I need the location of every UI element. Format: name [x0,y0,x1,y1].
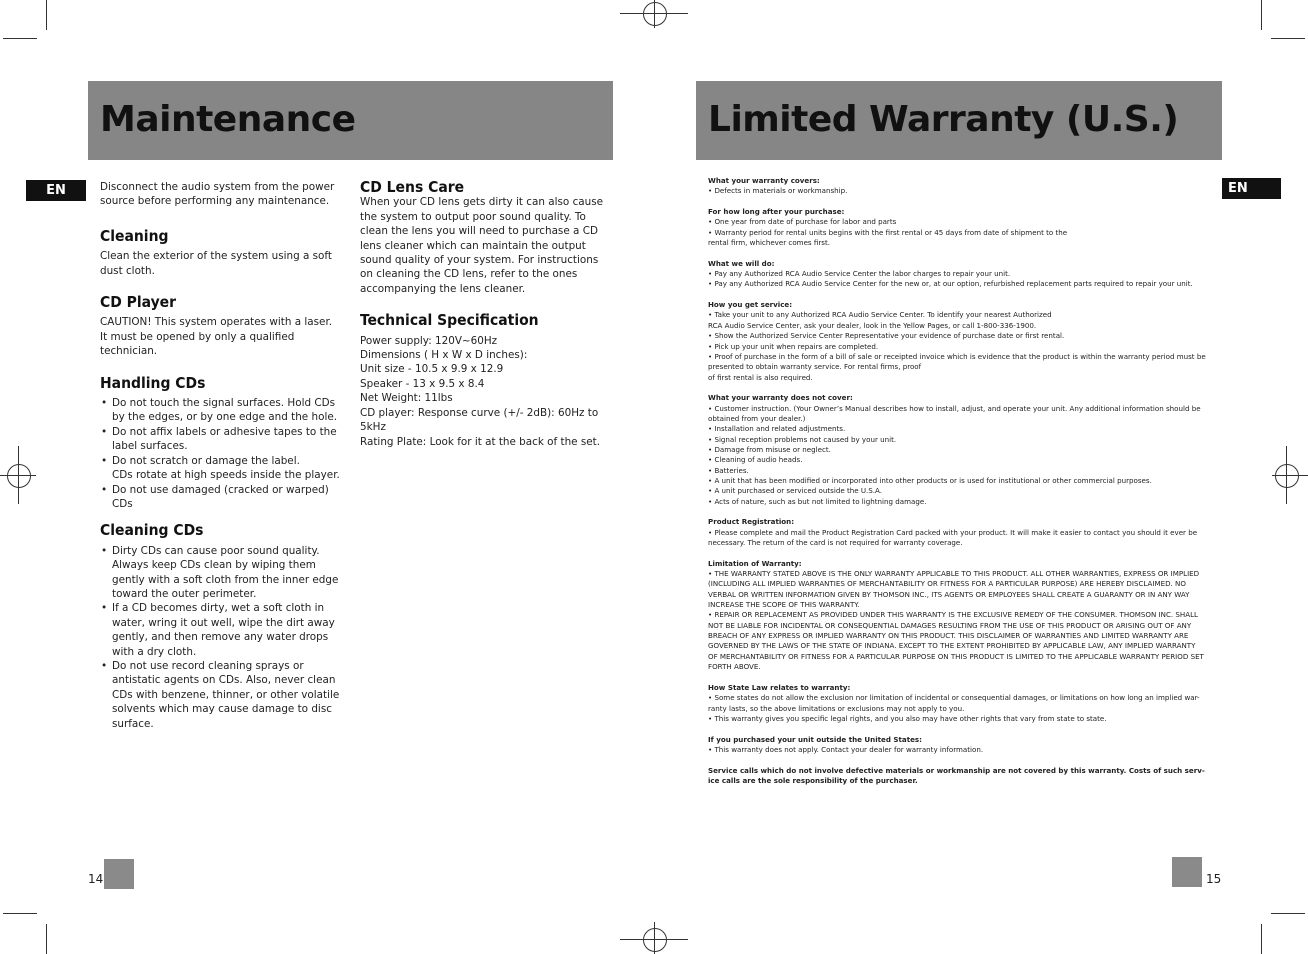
section-line: rental firm, whichever comes first. [708,238,830,248]
crop-mark [3,913,37,914]
warranty-section [708,735,1210,756]
section-heading: How State Law relates to warranty: [708,682,851,692]
section-line: FORTH ABOVE. [708,662,761,672]
cleaning-text: Clean the exterior of the system using a soft dust cloth. [100,250,332,277]
section-line: • Acts of nature, such as but not limited to lightning damage. [708,496,927,506]
closing-line: ice calls are the sole responsibility of the purchaser. [708,775,918,785]
intro-text: Disconnect the audio system from the power source before performing any maintenance. [100,181,335,208]
section-line: obtained from your dealer.) [708,413,806,423]
spec-line: Power supply: 120V~60Hz [360,334,498,347]
section-line: • A unit purchased or serviced outside the U.S.A. [708,486,883,496]
section-line: • Damage from misuse or neglect. [708,444,831,454]
page-number-block-right [1172,857,1202,887]
page-number-block-left [104,859,134,889]
section-line: necessary. The return of the card is not required for warranty coverage. [708,538,963,548]
warranty-section [708,207,1210,248]
section-heading: Limitation of Warranty: [708,558,802,568]
crop-mark [46,0,47,30]
maintenance-banner [88,81,613,160]
section-heading: What we will do: [708,258,775,268]
section-line: RCA Audio Service Center, ask your dealer, look in the Yellow Pages, or call 1-800-336-1900. [708,320,1037,330]
section-line: • Pay any Authorized RCA Audio Service Center the labor charges to repair your unit. [708,269,1011,279]
section-line: VERBAL OR WRITTEN INFORMATION GIVEN BY THOMSON INC., ITS AGENTS OR EMPLOYEES SHALL CREATE A GUARANTY OR IN ANY WAY [708,589,1190,599]
warranty-section [708,517,1210,548]
warranty-section [708,559,1210,673]
maintenance-right-column [360,180,606,449]
section-line: BREACH OF ANY EXPRESS OR IMPLIED WARRANTY ON THIS PRODUCT. THIS DISCLAIMER OF WARRANTIES AND LIMITED WARRANTY ARE [708,631,1189,641]
cd-player-heading: CD Player [100,293,177,312]
section-line: presented to obtain warranty service. For rental firms, proof [708,362,922,372]
cleaning-cds-heading: Cleaning CDs [100,521,204,540]
section-line: OF MERCHANTABILITY OR FITNESS FOR A PARTICULAR PURPOSE ON THIS PRODUCT IS LIMITED TO THE APPLICABLE WARRANTY PERIOD SET [708,651,1204,661]
section-line: • Signal reception problems not caused by your unit. [708,434,897,444]
section-line: (INCLUDING ALL IMPLIED WARRANTIES OF MERCHANTABILITY OR FITNESS FOR A PARTICULAR PURPOSE) ARE HEREBY DISCLAIMED. NO [708,579,1186,589]
crop-mark [46,924,47,954]
section-line: • Proof of purchase in the form of a bill of sale or receipted invoice which is evidence that the product is within the warranty period must be [708,351,1206,361]
crop-mark [1271,913,1305,914]
warranty-banner [696,81,1222,160]
section-heading: For how long after your purchase: [708,207,845,217]
spec-line: Rating Plate: Look for it at the back of the set. [360,435,601,448]
section-line: • Cleaning of audio heads. [708,455,803,465]
list-item: • Do not use damaged (cracked or warped) CDs [100,483,342,512]
section-heading: If you purchased your unit outside the United States: [708,734,922,744]
list-item: • If a CD becomes dirty, wet a soft cloth in water, wring it out well, wipe the dirt away gently, and then remove any water drops with a dry cloth. [100,601,342,659]
section-line: NOT BE LIABLE FOR INCIDENTAL OR CONSEQUENTIAL DAMAGES RESULTING FROM THE USE OF THIS PRODUCT OR ARISING OUT OF ANY [708,620,1192,630]
spec-line: Speaker - 13 x 9.5 x 8.4 [360,377,485,390]
list-item: • Do not touch the signal surfaces. Hold CDs by the edges, or by one edge and the hole. [100,396,342,425]
section-line: • Pick up your unit when repairs are completed. [708,341,879,351]
warranty-section [708,259,1210,290]
spec-line: Dimensions ( H x W x D inches): [360,349,528,362]
section-line: • This warranty does not apply. Contact your dealer for warranty information. [708,744,984,754]
spec-line: CD player: Response curve (+/- 2dB): 60Hz to 5kHz [360,406,599,434]
list-item: • Dirty CDs can cause poor sound quality. Always keep CDs clean by wiping them gently with a soft cloth from the inner edge toward the outer perimeter. [100,544,342,602]
page-number-right: 15 [1206,872,1222,886]
section-line: INCREASE THE SCOPE OF THIS WARRANTY. [708,600,860,610]
warranty-closing [708,766,1210,787]
section-line: • Take your unit to any Authorized RCA Audio Service Center. To identify your nearest Authorized [708,310,1052,320]
section-line: • A unit that has been modified or incorporated into other products or is used for institutional or other commercial purposes. [708,475,1152,485]
section-line: • Some states do not allow the exclusion nor limitation of incidental or consequential damages, or limitations on how long an implied war- [708,693,1200,703]
section-line: • Installation and related adjustments. [708,424,846,434]
page-number-left: 14 [88,872,104,886]
handling-cds-list [100,396,342,511]
section-line: • Defects in materials or workmanship. [708,186,848,196]
spec-line: Unit size - 10.5 x 9.9 x 12.9 [360,363,504,376]
list-item: • Do not use record cleaning sprays or antistatic agents on CDs. Also, never clean CDs with benzene, thinner, or other volatile solvents which may cause damage to disc surface. [100,659,342,731]
section-line: • This warranty gives you specific legal rights, and you also may have other rights that vary from state to state. [708,713,1107,723]
crop-mark [3,38,37,39]
page-title: Maintenance [100,99,356,140]
handling-cds-heading: Handling CDs [100,373,206,392]
section-heading: How you get service: [708,300,793,310]
section-line: of first rental is also required. [708,372,813,382]
warranty-section [708,683,1210,724]
page-title: Limited Warranty (U.S.) [708,99,1179,140]
section-line: • Warranty period for rental units begins with the first rental or 45 days from date of shipment to the [708,227,1068,237]
section-line: • Customer instruction. (Your Owner’s Manual describes how to install, adjust, and operate your unit. Any additional information should be [708,403,1201,413]
crop-mark [1261,0,1262,30]
section-line: ranty lasts, so the above limitations or exclusions may not apply to you. [708,703,965,713]
section-heading: Product Registration: [708,517,795,527]
list-item: • Do not scratch or damage the label. [100,454,342,468]
section-heading: What your warranty does not cover: [708,393,853,403]
warranty-section [708,176,1210,197]
section-line: • Pay any Authorized RCA Audio Service Center for the new or, at our option, refurbished replacement parts required to repair your unit. [708,279,1193,289]
language-tab-en: EN [26,180,86,201]
list-item-continuation: CDs rotate at high speeds inside the player. [112,469,340,482]
cd-lens-care-heading: CD Lens Care [360,178,465,196]
closing-line: Service calls which do not involve defective materials or workmanship are not covered by this warranty. Costs of such serv- [708,765,1205,775]
cd-player-text: CAUTION! This system operates with a laser. It must be opened by only a qualified technician. [100,316,333,358]
section-line: • Batteries. [708,465,749,475]
section-line: GOVERNED BY THE LAWS OF THE STATE OF INDIANA. EXCEPT TO THE EXTENT PROHIBITED BY APPLICABLE LAW, ANY IMPLIED WARRANTY [708,641,1196,651]
warranty-text [708,176,1210,786]
tech-spec-heading: Technical Specification [360,311,539,330]
section-line: • One year from date of purchase for labor and parts [708,217,897,227]
section-line: • REPAIR OR REPLACEMENT AS PROVIDED UNDER THIS WARRANTY IS THE EXCLUSIVE REMEDY OF THE CONSUMER. THOMSON INC. SHALL [708,610,1198,620]
warranty-section [708,393,1210,507]
tech-spec-list [360,334,606,449]
section-line: • Show the Authorized Service Center Representative your evidence of purchase date or first rental. [708,331,1065,341]
cleaning-heading: Cleaning [100,226,169,245]
cd-lens-care-text: When your CD lens gets dirty it can also cause the system to output poor sound quality. To clean the lens you will need to purchase a CD lens cleaner which can maintain the output sound quality of your system. For instructions on cleaning the CD lens, refer to the ones accompanying the lens cleaner. [360,196,604,295]
section-heading: What your warranty covers: [708,176,820,185]
section-line: • THE WARRANTY STATED ABOVE IS THE ONLY WARRANTY APPLICABLE TO THIS PRODUCT. ALL OTHER WARRANTIES, EXPRESS OR IMPLIED [708,569,1200,579]
language-tab-en: EN [1222,178,1281,199]
maintenance-left-column [100,180,342,731]
warranty-section [708,300,1210,383]
spec-line: Net Weight: 11lbs [360,392,453,405]
crop-mark [1261,924,1262,954]
crop-mark [1271,38,1305,39]
cleaning-cds-list [100,544,342,731]
section-line: • Please complete and mail the Product Registration Card packed with your product. It will make it easier to contact you should it ever be [708,527,1198,537]
list-item: • Do not affix labels or adhesive tapes to the label surfaces. [100,425,342,454]
